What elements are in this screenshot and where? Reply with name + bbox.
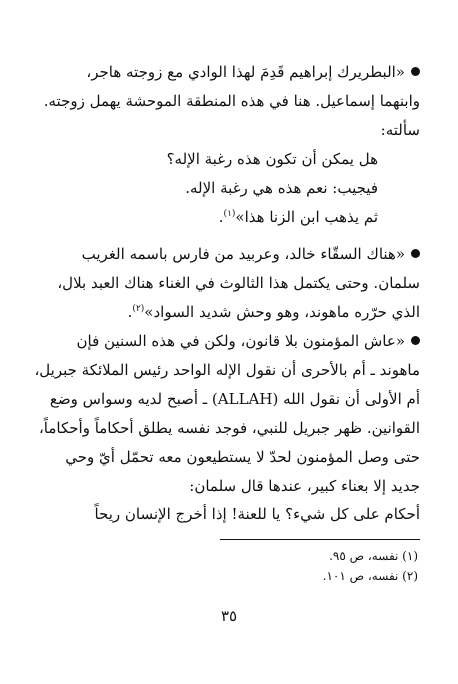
text-line-content: «هناك السقّاء خالد، وعربيد من فارس باسمه الغريب <box>81 245 405 263</box>
bullet-icon <box>411 336 420 345</box>
dialogue-block <box>26 145 398 232</box>
text-line-content: ثم يذهب ابن الزنا هذا» <box>235 208 378 226</box>
text-line-content: «البطريرك إبراهيم قَدِمَ لهذا الوادي مع زوجته هاجر، <box>86 63 405 81</box>
paragraph-believers <box>26 327 420 501</box>
text-line: جديد إلا بعناء كبير، عندها قال سلمان: <box>189 477 420 495</box>
text-line: فيجيب: نعم هذه هي رغبة الإله. <box>185 179 378 197</box>
text-line-content: الذي حرّره ماهوند، وهو وحش شديد السواد» <box>144 303 420 321</box>
text-line: ثم يذهب ابن الزنا هذا»$^{(١)}$. <box>218 208 378 226</box>
footnote-ref: (١) <box>223 209 236 219</box>
paragraph-ibrahim <box>26 58 420 145</box>
page-number: ٣٥ <box>220 607 238 625</box>
text-line: حتى وصل المؤمنون لحدّ لا يستطيعون معه تحمّل أيّ وحي <box>65 448 420 466</box>
text-line: وابنهما إسماعيل. هنا في هذه المنطقة الموحشة يهمل زوجته. <box>43 92 420 110</box>
text-line-content: «عاش المؤمنون بلا قانون، ولكن في هذه السنين فإن <box>76 332 405 350</box>
footnote: (١) نفسه، ص ٩٥. <box>329 549 418 563</box>
footnote-ref: (٢) <box>132 304 145 314</box>
text-line: أحكام على كل شيء؟ يا للعنة! إذا أخرج الإنسان ريحاً <box>94 505 420 523</box>
text-line <box>26 240 420 269</box>
paragraph-trio <box>26 240 420 327</box>
text-line: سألته: <box>380 121 420 139</box>
footnote-divider <box>220 539 420 540</box>
text-line: سلمان. وحتى يكتمل هذا الثالوث في الغناء هناك العبد بلال، <box>57 274 420 292</box>
footnote: (٢) نفسه، ص ١٠١. <box>322 569 418 583</box>
bullet-icon <box>411 249 420 258</box>
text-line: القوانين. ظهر جبريل للنبي، فوجد نفسه يطلق أحكاماً وأحكاماً، <box>38 419 420 437</box>
text-line: ماهوند ـ أم بالأحرى أن نقول الإله الواحد رئيس الملائكة جبريل، <box>34 361 420 379</box>
paragraph-rulings <box>26 500 420 529</box>
text-line <box>26 327 420 356</box>
text-line <box>26 58 420 87</box>
text-line: أم الأولى أن نقول الله (ALLAH) ـ أصبح لديه وسواس وضع <box>49 390 420 408</box>
text-line: الذي حرّره ماهوند، وهو وحش شديد السواد»$^{(٢)}$. <box>127 303 420 321</box>
text-line: هل يمكن أن تكون هذه رغبة الإله؟ <box>166 150 378 168</box>
bullet-icon <box>411 67 420 76</box>
